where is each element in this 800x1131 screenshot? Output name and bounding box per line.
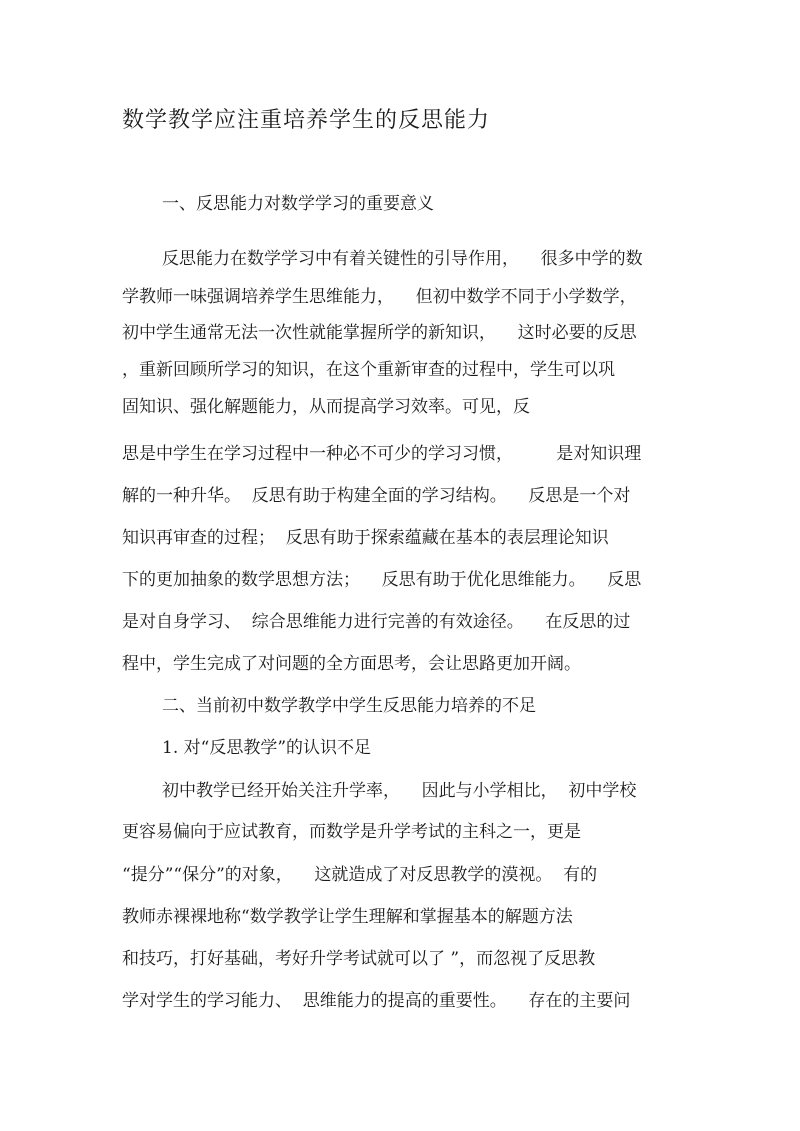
paragraph-line: 初中教学已经开始关注升学率， 因此与小学相比， 初中学校 — [162, 781, 637, 801]
section-heading-1: 一、反思能力对数学学习的重要意义 — [162, 194, 434, 214]
subsection-heading: 1. 对“反思教学”的认识不足 — [162, 738, 372, 758]
paragraph-line: 学教师一味强调培养学生思维能力， 但初中数学不同于小学数学， — [122, 287, 637, 307]
paragraph-line: 初中学生通常无法一次性就能掌握所学的新知识， 这时必要的反思 — [122, 323, 637, 343]
paragraph-line: 知识再审查的过程； 反思有助于探索蕴藏在基本的表层理论知识 — [122, 528, 609, 548]
paragraph-line: 和技巧，打好基础，考好升学考试就可以了 ”，而忽视了反思教 — [122, 949, 596, 969]
section-heading-2: 二、当前初中数学教学中学生反思能力培养的不足 — [162, 696, 536, 716]
paragraph-line: 程中，学生完成了对问题的全方面思考，会让思路更加开阔。 — [122, 654, 581, 674]
paragraph-line: 解的一种升华。 反思有助于构建全面的学习结构。 反思是一个对 — [122, 486, 631, 506]
paragraph-line: “提分”“保分”的对象， 这就造成了对反思教学的漠视。 有的 — [122, 865, 598, 885]
paragraph-line: 是对自身学习、 综合思维能力进行完善的有效途径。 在反思的过 — [122, 612, 631, 632]
paragraph-line: 下的更加抽象的数学思想方法； 反思有助于优化思维能力。 反思 — [122, 570, 642, 590]
paragraph-line: 反思能力在数学学习中有着关键性的引导作用， 很多中学的数 — [162, 249, 643, 269]
paragraph-line: 固知识、强化解题能力，从而提高学习效率。可见，反 — [122, 397, 530, 417]
paragraph-line: ，重新回顾所学习的知识，在这个重新审查的过程中，学生可以巩 — [122, 360, 615, 380]
document-title: 数学教学应注重培养学生的反思能力 — [122, 108, 491, 133]
paragraph-line: 更容易偏向于应试教育，而数学是升学考试的主科之一，更是 — [122, 822, 581, 842]
paragraph-line: 教师赤裸裸地称“数学教学让学生理解和掌握基本的解题方法 — [122, 907, 573, 927]
paragraph-line: 思是中学生在学习过程中一种必不可少的学习习惯， 是对知识理 — [122, 444, 642, 464]
paragraph-line: 学对学生的学习能力、 思维能力的提高的重要性。 存在的主要问 — [122, 991, 631, 1011]
